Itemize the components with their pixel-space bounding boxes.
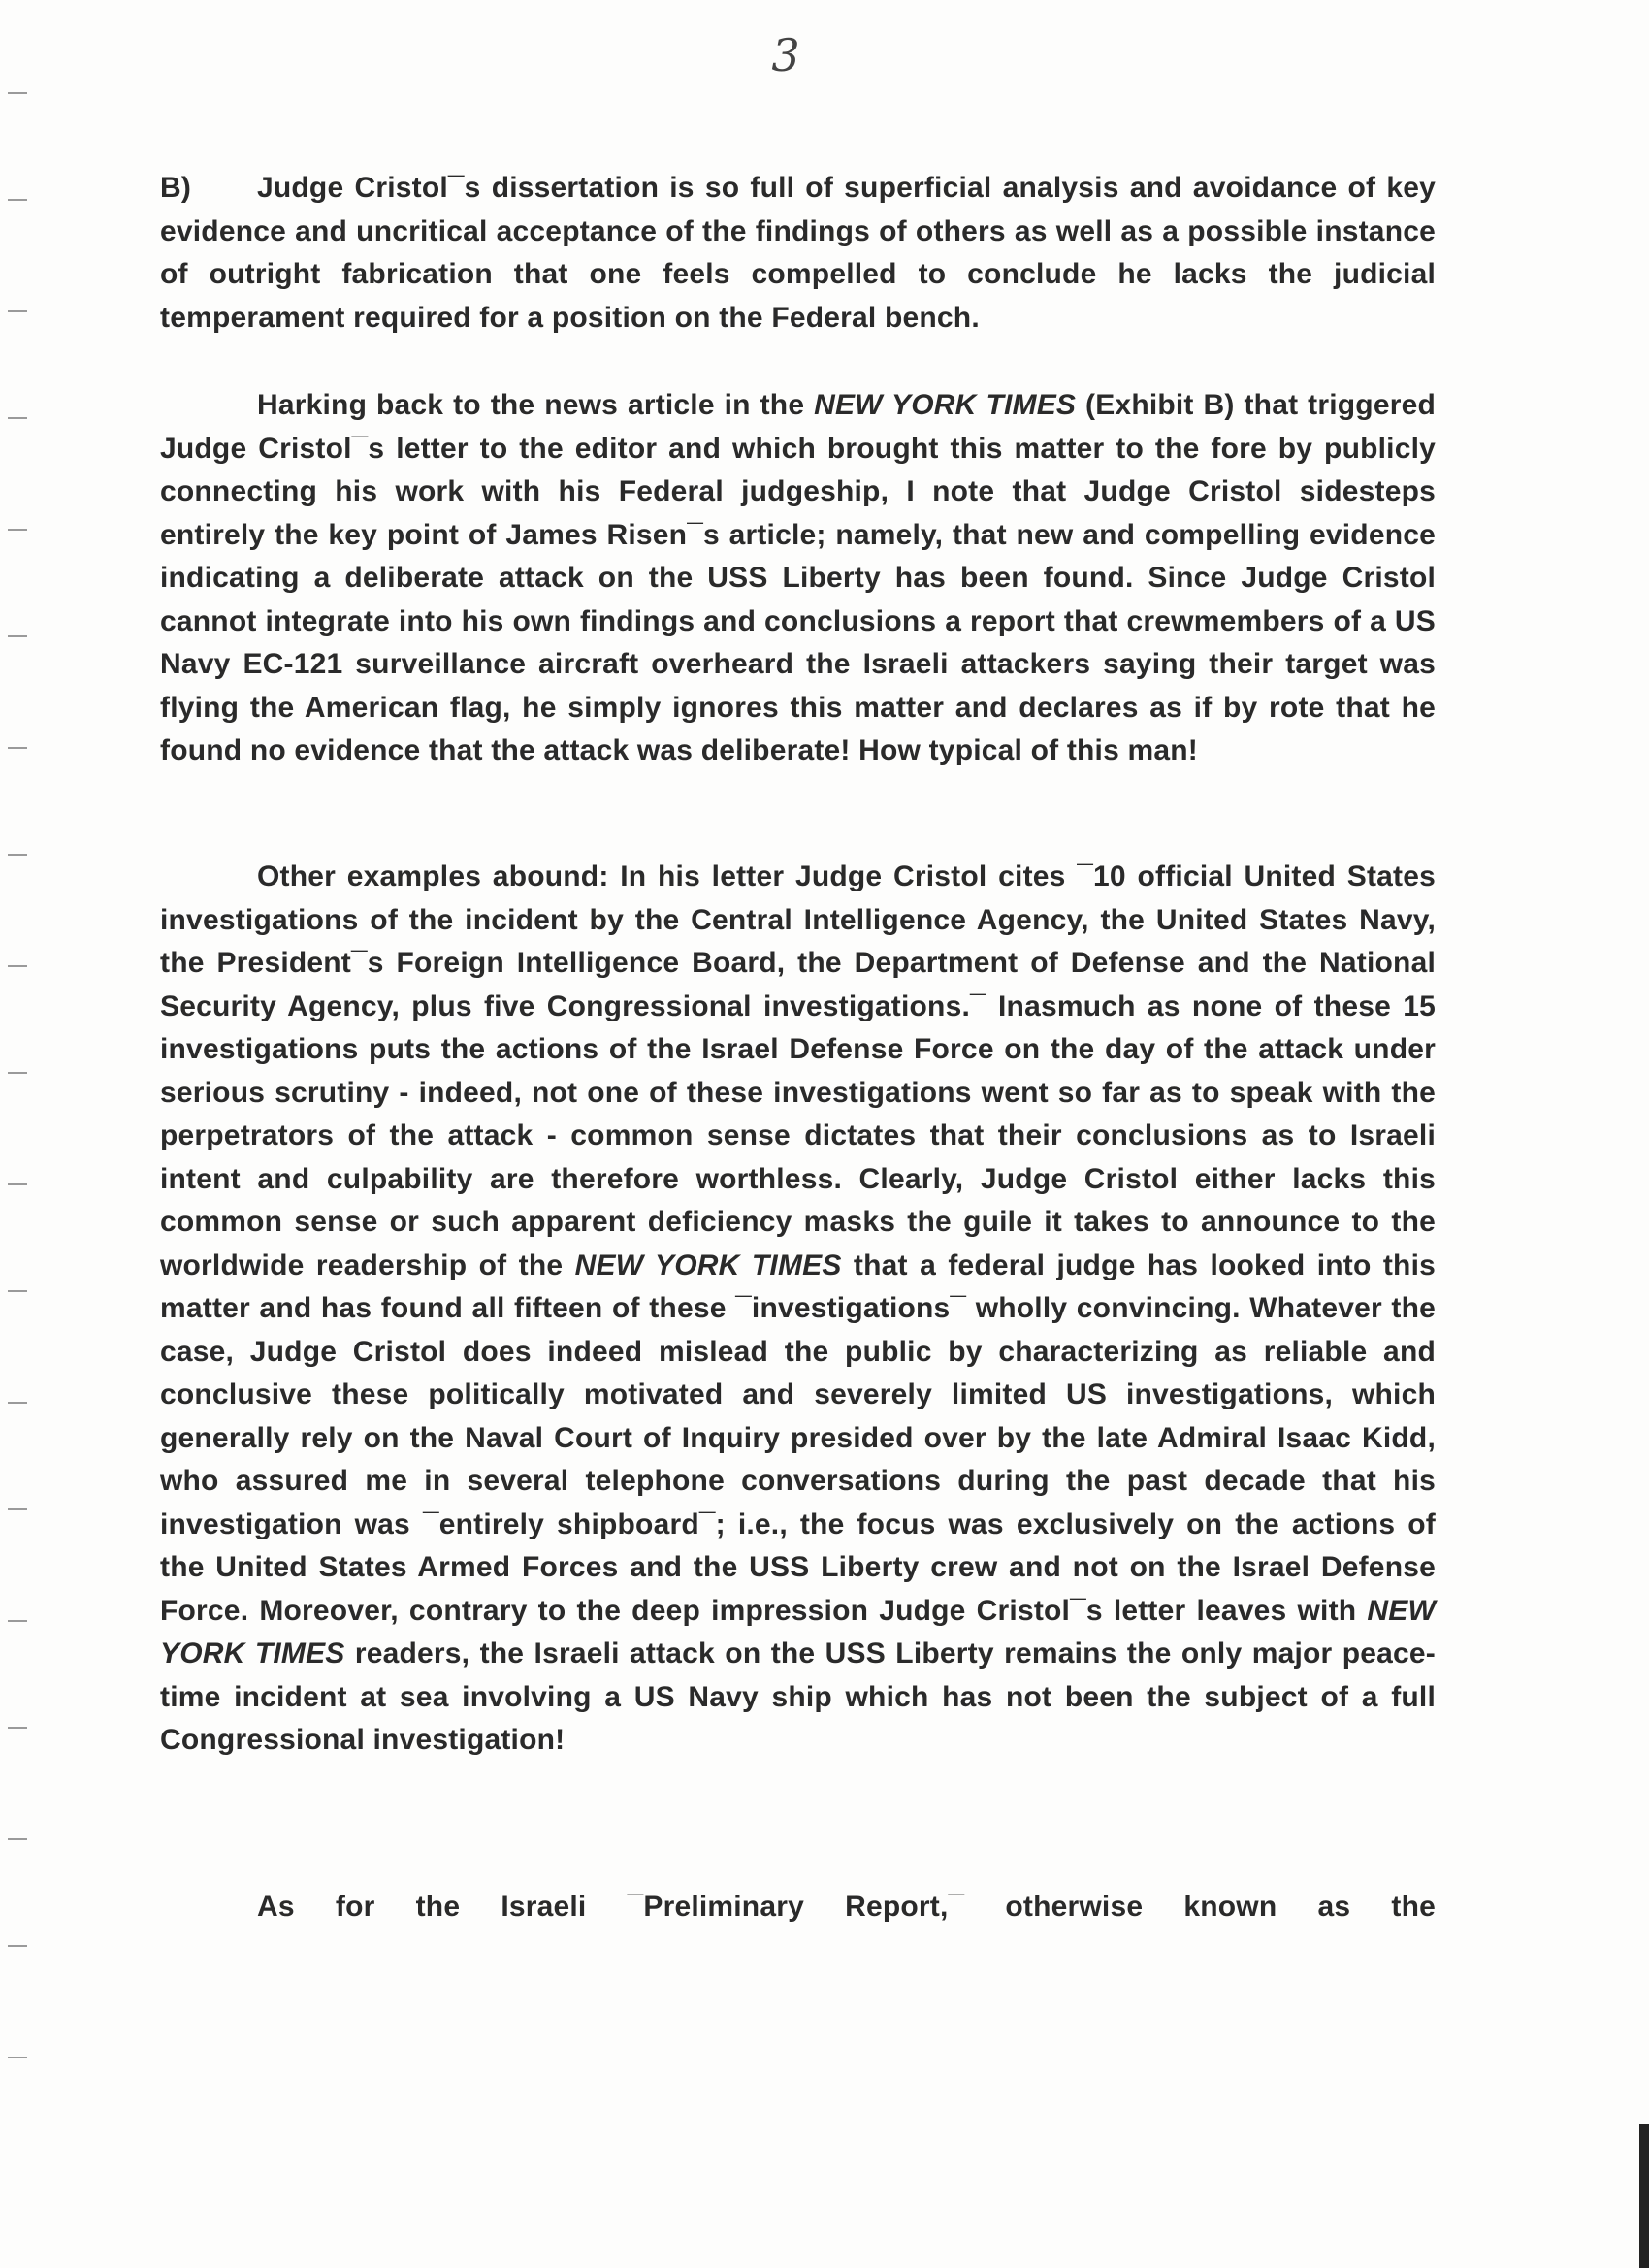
other-text-2: that a federal judge has looked into this matter and has found all fifteen of these ¯investigations¯ wholly convincing. Whatever the case, Judge Cristol does indeed mislead the public by characterizing as reliable and conclusive these politically motivated and severely limited US investigations, which generally rely on the Naval Court of Inquiry presided over by the late Admiral Isaac Kidd, who assured me in several telephone conversations during the past decade that his investigation was ¯entirely shipboard¯; i.e., the focus was exclusively on the actions of the United States Armed Forces and the USS Liberty crew and not on the Israel Defense Force. Moreover, contrary to the deep impression Judge Cristol¯s letter leaves with: [160, 1248, 1436, 1627]
binding-hole-marks: [0, 0, 39, 2268]
section-label: B): [160, 172, 192, 204]
page-number: 3: [771, 29, 800, 81]
publication-title: NEW YORK TIMES: [160, 1594, 1436, 1669]
asfor-text: As for the Israeli ¯Preliminary Report,¯ otherwise known as the: [257, 1891, 1436, 1923]
other-text-3: readers, the Israeli attack on the USS Liberty remains the only major peace-time incident at sea involving a US Navy ship which has not been the subject of a full Congressional investigation!: [160, 1637, 1436, 1756]
paragraph-other-examples: [160, 856, 1436, 1763]
harking-text-1: Harking back to the news article in the: [257, 389, 815, 421]
scan-edge-shadow: [1639, 2124, 1649, 2268]
harking-text-2: (Exhibit B) that triggered Judge Cristol¯s letter to the editor and which brought this matter to the fore by publicly connecting his work with his Federal judgeship, I note that Judge Cristol sidesteps entirely the key point of James Risen¯s article; namely, that new and compelling evidence indicating a deliberate attack on the USS Liberty has been found. Since Judge Cristol cannot integrate into his own findings and conclusions a report that crewmembers of a US Navy EC-121 surveillance aircraft overheard the Israeli attackers saying their target was flying the American flag, he simply ignores this matter and declares as if by rote that he found no evidence that the attack was deliberate! How typical of this man!: [160, 389, 1437, 766]
publication-title: NEW YORK TIMES: [574, 1248, 842, 1281]
paragraph-b-text: Judge Cristol¯s dissertation is so full of superficial analysis and avoidance of key evidence and uncritical acceptance of the findings of others as well as a possible instance of outright fabrication that one feels compelled to conclude he lacks the judicial temperament required for a position on the Federal bench.: [160, 172, 1436, 334]
paragraph-as-for: [160, 1886, 1436, 1929]
paragraph-harking: [160, 384, 1436, 773]
publication-title: NEW YORK TIMES: [814, 389, 1077, 421]
paragraph-b: [160, 167, 1436, 340]
other-text-1: Other examples abound: In his letter Judge Cristol cites ¯10 official United States investigations of the incident by the Central Intelligence Agency, the United States Navy, the President¯s Foreign Intelligence Board, the Department of Defense and the National Security Agency, plus five Congressional investigations.¯ Inasmuch as none of these 15 investigations puts the actions of the Israel Defense Force on the day of the attack under serious scrutiny - indeed, not one of these investigations went so far as to speak with the perpetrators of the attack - common sense dictates that their conclusions as to Israeli intent and culpability are therefore worthless. Clearly, Judge Cristol either lacks this common sense or such apparent deficiency masks the guile it takes to announce to the worldwide readership of the: [160, 860, 1436, 1281]
